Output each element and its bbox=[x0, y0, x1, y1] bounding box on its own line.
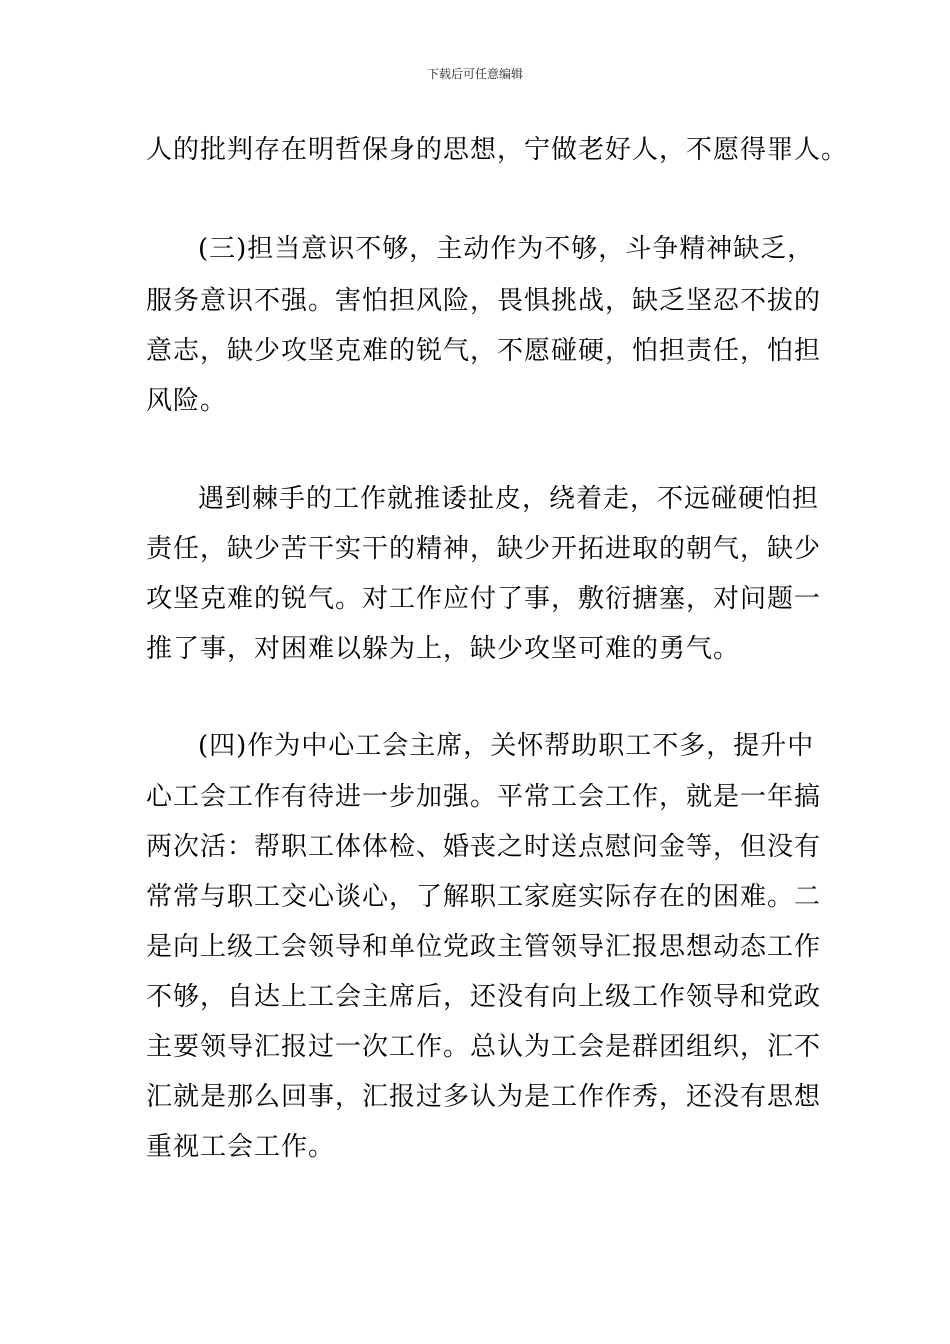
body-line: 重视工会工作。 bbox=[146, 1132, 336, 1162]
body-line: 心工会工作有待进一步加强。平常工会工作，就是一年搞 bbox=[146, 782, 822, 812]
body-line: 推了事，对困难以躲为上，缺少攻坚可难的勇气。 bbox=[146, 634, 741, 664]
body-line: 人的批判存在明哲保身的思想，宁做老好人，不愿得罪人。 bbox=[146, 135, 849, 165]
body-line: 服务意识不强。害怕担风险，畏惧挑战，缺乏坚忍不拔的 bbox=[146, 286, 822, 316]
body-line: 风险。 bbox=[146, 386, 228, 416]
paragraph-first-line: (三)担当意识不够，主动作为不够，斗争精神缺乏， bbox=[198, 234, 815, 264]
body-line: 两次活：帮职工体体检、婚丧之时送点慰问金等，但没有 bbox=[146, 832, 822, 862]
page-header: 下载后可任意编辑 bbox=[426, 67, 523, 81]
body-line: 不够，自达上工会主席后，还没有向上级工作领导和党政 bbox=[146, 982, 822, 1012]
paragraph-first-line: 遇到棘手的工作就推诿扯皮，绕着走，不远碰硬怕担 bbox=[198, 484, 820, 514]
body-line: 汇就是那么回事，汇报过多认为是工作作秀，还没有思想 bbox=[146, 1082, 822, 1112]
body-line: 攻坚克难的锐气。对工作应付了事，敷衍搪塞，对问题一 bbox=[146, 584, 822, 614]
body-line: 主要领导汇报过一次工作。总认为工会是群团组织，汇不 bbox=[146, 1032, 822, 1062]
body-line: 是向上级工会领导和单位党政主管领导汇报思想动态工作 bbox=[146, 932, 822, 962]
body-line: 常常与职工交心谈心，了解职工家庭实际存在的困难。二 bbox=[146, 882, 822, 912]
body-line: 意志，缺少攻坚克难的锐气，不愿碰硬，怕担责任，怕担 bbox=[146, 336, 822, 366]
body-line: 责任，缺少苦干实干的精神，缺少开拓进取的朝气，缺少 bbox=[146, 534, 822, 564]
paragraph-first-line: (四)作为中心工会主席，关怀帮助职工不多，提升中 bbox=[198, 731, 815, 761]
